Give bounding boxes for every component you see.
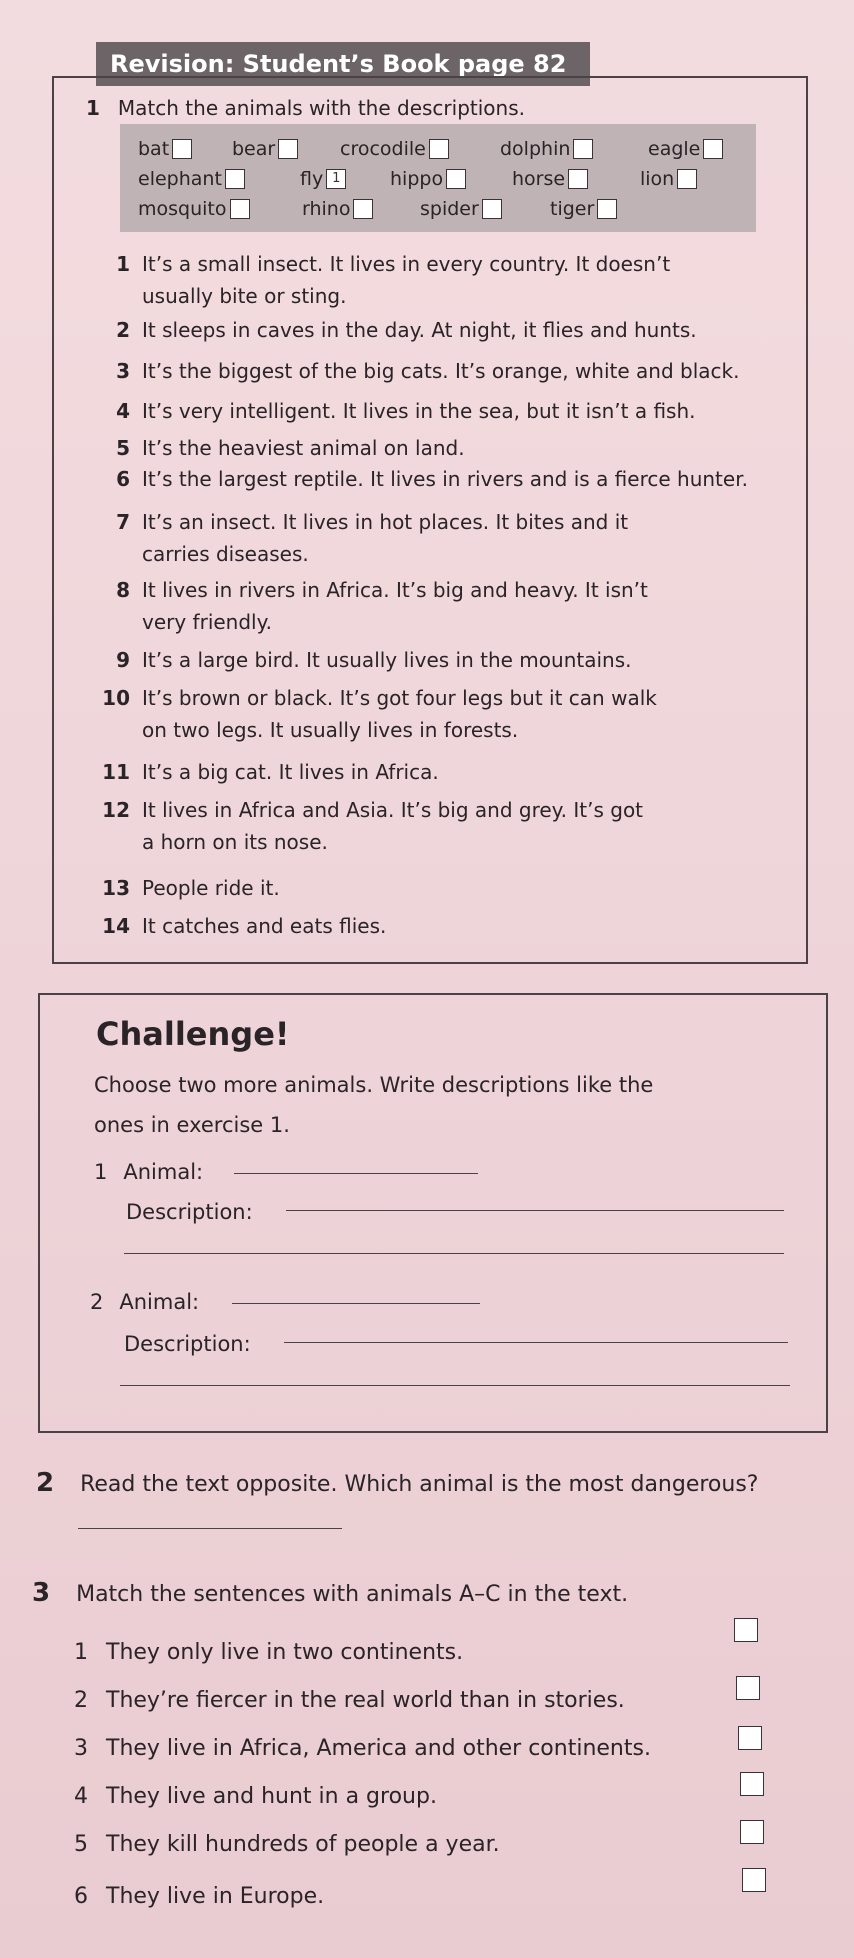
answer-box[interactable] [230, 199, 250, 219]
item-number: 12 [102, 798, 130, 822]
sentence-text: They’re fiercer in the real world than in stories. [106, 1688, 625, 1713]
word-bank-item [138, 138, 192, 160]
description-item [100, 432, 465, 464]
item-number: 9 [116, 648, 130, 672]
description-item [100, 395, 696, 427]
animal-word: elephant [138, 168, 222, 190]
challenge-animal-label [90, 1290, 199, 1314]
answer-box[interactable] [172, 139, 192, 159]
item-number: 1 [74, 1640, 88, 1665]
answer-box[interactable] [738, 1726, 762, 1750]
description-text: usually bite or sting. [142, 284, 347, 308]
description-text: It’s the biggest of the big cats. It’s orange, white and black. [142, 359, 740, 383]
challenge-description-label: Description: [126, 1200, 253, 1224]
description-text: very friendly. [142, 610, 272, 634]
item-number: 4 [116, 399, 130, 423]
word-bank-item [302, 198, 373, 220]
answer-box[interactable]: 1 [326, 169, 346, 189]
animal-word: crocodile [340, 138, 426, 160]
description-item [100, 314, 697, 346]
sentence-text: They live in Europe. [106, 1884, 325, 1909]
description-text: on two legs. It usually lives in forests. [142, 718, 519, 742]
animal-word: rhino [302, 198, 351, 220]
animal-label: Animal: [119, 1290, 200, 1314]
item-number: 4 [74, 1784, 88, 1809]
item-number: 10 [102, 686, 130, 710]
answer-box[interactable] [353, 199, 373, 219]
page-title: Revision: Student’s Book page 82 [110, 50, 567, 78]
word-bank-item [500, 138, 593, 160]
animal-word: dolphin [500, 138, 571, 160]
answer-box[interactable] [429, 139, 449, 159]
animal-word: hippo [390, 168, 444, 190]
description-text: It’s the heaviest animal on land. [142, 436, 465, 460]
answer-box[interactable] [573, 139, 593, 159]
instruction-text: Match the sentences with animals A–C in the text. [76, 1582, 629, 1607]
animal-word: tiger [550, 198, 595, 220]
answer-box[interactable] [225, 169, 245, 189]
animal-word: mosquito [138, 198, 227, 220]
description-item [100, 910, 386, 942]
description-answer-line[interactable] [120, 1385, 790, 1386]
item-number: 3 [74, 1736, 88, 1761]
description-text: It catches and eats flies. [142, 914, 387, 938]
item-number: 2 [74, 1688, 88, 1713]
word-bank-item [550, 198, 617, 220]
item-number: 14 [102, 914, 130, 938]
description-item [100, 644, 631, 676]
animal-answer-line[interactable] [232, 1303, 480, 1304]
item-number: 6 [74, 1884, 88, 1909]
description-item [100, 355, 739, 387]
description-item [100, 506, 628, 570]
word-bank-item [232, 138, 298, 160]
description-text: It lives in Africa and Asia. It’s big and grey. It’s got [142, 798, 644, 822]
description-text: It sleeps in caves in the day. At night, it flies and hunts. [142, 318, 697, 342]
item-number: 5 [74, 1832, 88, 1857]
animal-word: lion [640, 168, 675, 190]
sentence-text: They live in Africa, America and other continents. [106, 1736, 651, 1761]
description-item [100, 756, 439, 788]
word-bank-row [120, 138, 756, 168]
word-bank-item [138, 168, 245, 190]
item-number: 3 [116, 359, 130, 383]
word-bank-item [138, 198, 250, 220]
word-bank-item [420, 198, 502, 220]
exercise-3-item [74, 1640, 463, 1665]
answer-box[interactable] [446, 169, 466, 189]
exercise-3-item [74, 1688, 625, 1713]
description-text: It’s a big cat. It lives in Africa. [142, 760, 439, 784]
item-number: 8 [116, 578, 130, 602]
description-text: a horn on its nose. [142, 830, 328, 854]
animal-answer-line[interactable] [234, 1173, 478, 1174]
answer-box[interactable] [597, 199, 617, 219]
instruction-text: Match the animals with the descriptions. [117, 96, 525, 120]
exercise-2-instruction [36, 1468, 758, 1498]
item-number: 13 [102, 876, 130, 900]
animal-word: bat [138, 138, 170, 160]
description-text: carries diseases. [142, 542, 309, 566]
word-bank-row [120, 168, 756, 198]
animal-word: fly [300, 168, 324, 190]
answer-box[interactable] [482, 199, 502, 219]
word-bank-item [390, 168, 466, 190]
exercise-1-instruction [86, 96, 525, 120]
word-bank-item [300, 168, 346, 190]
description-text: People ride it. [142, 876, 280, 900]
description-answer-line[interactable] [284, 1342, 788, 1343]
word-bank-item [340, 138, 449, 160]
exercise-3-instruction [32, 1578, 628, 1608]
description-answer-line[interactable] [286, 1210, 784, 1211]
challenge-animal-label [94, 1160, 203, 1184]
word-bank-row [120, 198, 756, 228]
exercise-3-item [74, 1736, 651, 1761]
instruction-text: Read the text opposite. Which animal is the most dangerous? [80, 1472, 759, 1497]
item-number: 5 [116, 436, 130, 460]
animal-word: bear [232, 138, 276, 160]
item-number: 2 [90, 1290, 104, 1314]
word-bank [120, 124, 756, 232]
answer-box[interactable] [740, 1772, 764, 1796]
answer-box[interactable] [278, 139, 298, 159]
exercise-number: 2 [36, 1468, 55, 1498]
word-bank-item [512, 168, 588, 190]
animal-word: spider [420, 198, 479, 220]
description-item [100, 682, 657, 746]
exercise-2-answer-line[interactable] [78, 1528, 342, 1529]
description-text: It’s an insect. It lives in hot places. It bites and it [142, 510, 629, 534]
item-number: 2 [116, 318, 130, 342]
word-bank-item [640, 168, 697, 190]
challenge-title: Challenge! [96, 1015, 290, 1053]
answer-box[interactable] [742, 1868, 766, 1892]
description-text: It’s very intelligent. It lives in the sea, but it isn’t a fish. [142, 399, 696, 423]
description-answer-line[interactable] [124, 1253, 784, 1254]
answer-box[interactable] [740, 1820, 764, 1844]
description-text: It’s a small insect. It lives in every country. It doesn’t [142, 252, 671, 276]
description-item [100, 794, 643, 858]
answer-box[interactable] [677, 169, 697, 189]
description-text: It’s brown or black. It’s got four legs but it can walk [142, 686, 657, 710]
item-number: 7 [116, 510, 130, 534]
description-item [100, 574, 648, 638]
answer-box[interactable] [568, 169, 588, 189]
word-bank-item [648, 138, 723, 160]
description-item [100, 248, 670, 312]
item-number: 1 [94, 1160, 108, 1184]
description-item [100, 463, 748, 495]
challenge-description-label: Description: [124, 1332, 251, 1356]
exercise-3-item [74, 1784, 437, 1809]
sentence-text: They only live in two continents. [106, 1640, 464, 1665]
sentence-text: They kill hundreds of people a year. [106, 1832, 500, 1857]
exercise-number: 1 [86, 96, 100, 120]
answer-box[interactable] [736, 1676, 760, 1700]
exercise-number: 3 [32, 1578, 51, 1608]
description-text: It lives in rivers in Africa. It’s big and heavy. It isn’t [142, 578, 648, 602]
exercise-3-item [74, 1884, 324, 1909]
item-number: 6 [116, 467, 130, 491]
answer-box[interactable] [734, 1618, 758, 1642]
challenge-instruction: ones in exercise 1. [94, 1113, 290, 1137]
exercise-3-item [74, 1832, 500, 1857]
answer-box[interactable] [703, 139, 723, 159]
item-number: 1 [116, 252, 130, 276]
item-number: 11 [102, 760, 130, 784]
animal-label: Animal: [123, 1160, 204, 1184]
animal-word: eagle [648, 138, 701, 160]
sentence-text: They live and hunt in a group. [106, 1784, 437, 1809]
description-text: It’s the largest reptile. It lives in rivers and is a fierce hunter. [142, 467, 748, 491]
description-item [100, 872, 280, 904]
challenge-instruction: Choose two more animals. Write descriptions like the [94, 1073, 654, 1097]
description-text: It’s a large bird. It usually lives in the mountains. [142, 648, 632, 672]
animal-word: horse [512, 168, 566, 190]
